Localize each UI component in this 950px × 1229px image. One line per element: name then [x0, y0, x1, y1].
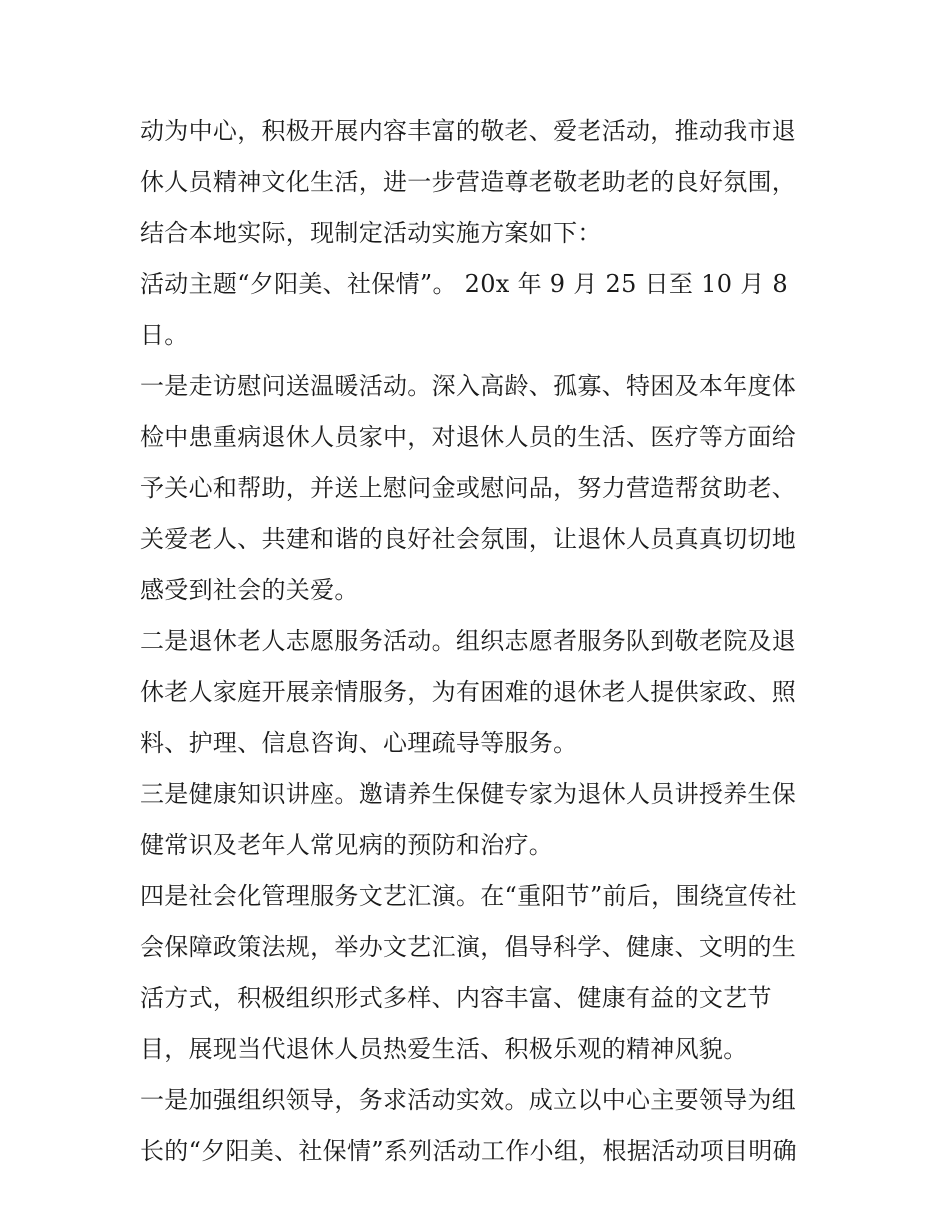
paragraph-volunteer-activity: 二是退休老人志愿服务活动。组织志愿者服务队到敬老院及退 休老人家庭开展亲情服务，为有困难的退休老人提供家政、照 料、护理、信息咨询、心理疏导等服务。 [140, 627, 797, 757]
paragraph-art-performance: 四是社会化管理服务文艺汇演。在“重阳节”前后，围绕宣传社 会保障政策法规，举办文艺汇演，倡导科学、健康、文明的生 活方式，积极组织形式多样、内容丰富、健康有益的文艺节 目，展现当代退休人员热爱生活、积极乐观的精神风貌。 [140, 882, 797, 1063]
paragraph-organization: 一是加强组织领导，务求活动实效。成立以中心主要领导为组 长的“夕阳美、社保情”系列活动工作小组，根据活动项目明确 [140, 1086, 797, 1165]
document-body [140, 106, 815, 1177]
paragraph-health-lecture: 三是健康知识讲座。邀请养生保健专家为退休人员讲授养生保 健常识及老年人常见病的预防和治疗。 [140, 780, 797, 859]
paragraph-theme-date: 活动主题“夕阳美、社保情”。 20x 年 9 月 25 日至 10 月 8 日。 [140, 270, 788, 349]
paragraph-visit-activity: 一是走访慰问送温暖活动。深入高龄、孤寡、特困及本年度体 检中患重病退休人员家中，对退休人员的生活、医疗等方面给 予关心和帮助，并送上慰问金或慰问品，努力营造帮贫助老、 关爱老人、共建和谐的良好社会氛围，让退休人员真真切切地 感受到社会的关爱。 [140, 372, 797, 604]
paragraph-intro: 动为中心，积极开展内容丰富的敬老、爱老活动，推动我市退 休人员精神文化生活，进一步营造尊老敬老助老的良好氛围， 结合本地实际，现制定活动实施方案如下： [140, 117, 797, 247]
